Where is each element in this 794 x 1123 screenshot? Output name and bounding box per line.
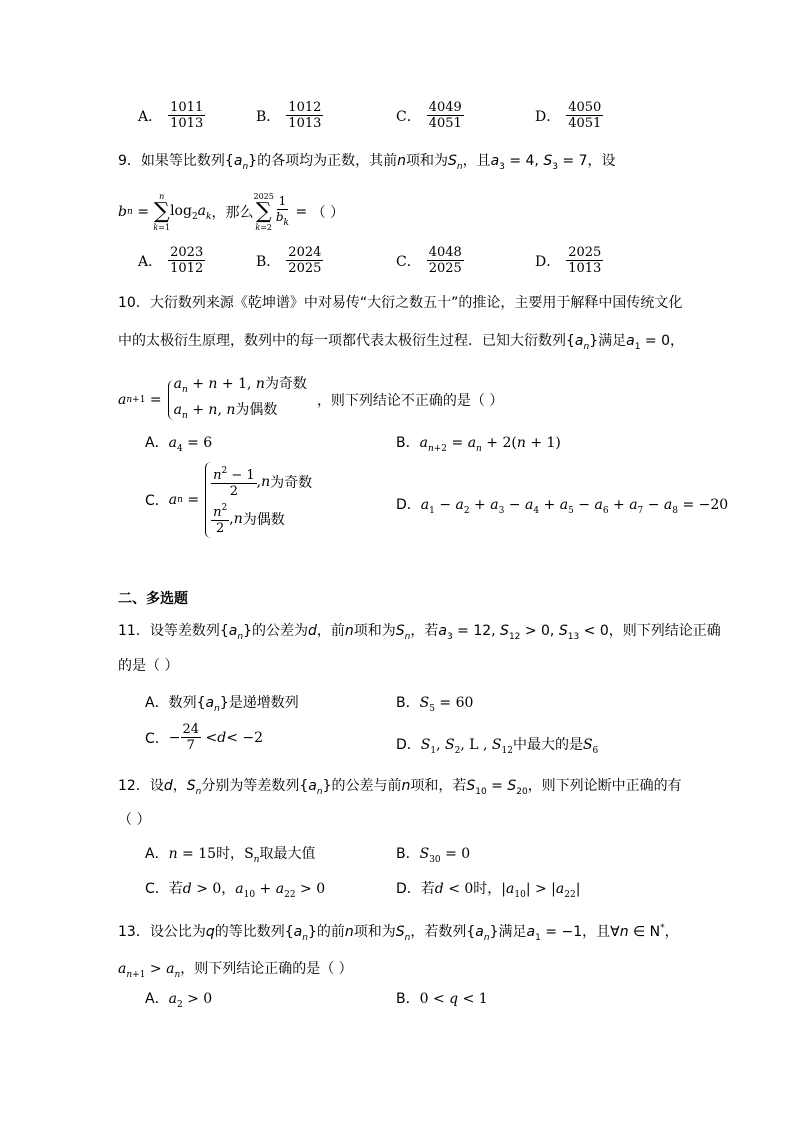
sum-symbol: 2025 ∑ k=2 bbox=[253, 192, 274, 232]
q8-option-c bbox=[396, 100, 464, 131]
option-fraction: $\frac{2023}{1012}$ bbox=[170, 245, 204, 276]
q10-recurrence: a n+1 = $a_n + n + 1$, n为奇数 $a_n + n$, n为偶数 ，则下列结论不正确的是（ ） bbox=[118, 376, 504, 421]
option-fraction: $\frac{4050}{4051}$ bbox=[568, 100, 602, 131]
option-label: A． bbox=[138, 108, 163, 125]
q13-option-a: A．$a_2 > 0$ bbox=[145, 991, 213, 1010]
q8-option-d bbox=[535, 100, 603, 131]
q13-stem-line2: $a_{n+1} > a_n$，则下列结论正确的是（ ） bbox=[118, 961, 353, 980]
option-fraction: $\frac{1011}{1013}$ bbox=[170, 100, 204, 131]
q9-option-b: B． $\frac{2024}{2025}$ bbox=[256, 245, 322, 276]
q11-option-a: A．数列$\{a_n\}$是递增数列 bbox=[145, 695, 299, 714]
q13-option-b: B．0 < q < 1 bbox=[396, 991, 488, 1007]
q11-option-c: C． − $\frac{24}{7}$ < d < −2 bbox=[145, 722, 264, 753]
q10-option-d: D．$a_1 - a_2 + a_3 - a_4 + a_5 - a_6 + a_7 - a_8 = -20$ bbox=[396, 497, 729, 516]
q9-option-c: C． $\frac{4048}{2025}$ bbox=[396, 245, 462, 276]
option-label: B． bbox=[256, 108, 281, 125]
option-fraction: $\frac{4049}{4051}$ bbox=[428, 100, 462, 131]
q12-option-a: A．n = 15时，$S_n$取最大值 bbox=[145, 846, 316, 865]
q12-stem-line2: （ ） bbox=[118, 812, 151, 828]
option-fraction: $\frac{4048}{2025}$ bbox=[428, 245, 462, 276]
q12-option-b: B．$S_{30} = 0$ bbox=[396, 846, 471, 865]
q11-option-d: D．$S_1$, $S_2$, L , $S_{12}$中最大的是$S_6$ bbox=[396, 737, 599, 756]
q10-option-b: B．$a_{n+2} = a_n + 2(n + 1)$ bbox=[396, 435, 561, 454]
q10-stem-line1: 10．大衍数列来源《乾坤谱》中对易传“大衍之数五十”的推论，主要用于解释中国传统文化 bbox=[118, 295, 683, 311]
option-fraction: $\frac{1012}{1013}$ bbox=[288, 100, 322, 131]
q8-option-b bbox=[256, 100, 323, 131]
q11-option-b: B．$S_5 = 60$ bbox=[396, 695, 474, 714]
q9-stem-line2: b n = n ∑ k=1 $\log_2a_k$ ，那么 2025 ∑ k=2 $\frac{1}{b_k}$ = （ ） bbox=[118, 192, 345, 232]
q11-stem-line2: 的是（ ） bbox=[118, 658, 179, 674]
q13-stem-line1: 13．设公比为q的等比数列$\{a_n\}$的前n项和为$S_n$，若数列$\{a_n\}$满足$a_1 = -1$，且∀n ∈ N*， bbox=[118, 923, 679, 943]
q8-option-a bbox=[138, 100, 205, 131]
q12-option-c: C．若d > 0，$a_{10} + a_{22} > 0$ bbox=[145, 881, 326, 900]
q10-option-c: C． a n = $\frac{n^2 - 1}{2}$ , n 为奇数 $\frac{n^2}{2}$ , n 为偶数 bbox=[145, 462, 312, 538]
q11-stem-line1: 11．设等差数列$\{a_n\}$的公差为d，前n项和为$S_n$，若$a_3 = 12$, $S_{12} > 0$, $S_{13} < 0$，则下列结论正确 bbox=[118, 623, 721, 642]
option-label: C． bbox=[396, 108, 421, 125]
option-fraction: $\frac{2024}{2025}$ bbox=[288, 245, 322, 276]
q9-stem-line1: 9．如果等比数列$\{a_n\}$的各项均为正数，其前n项和为$S_n$，且$a_3 = 4$, $S_3 = 7$，设 bbox=[118, 153, 616, 172]
section-title: 二、多选题 bbox=[118, 591, 188, 607]
option-label: D． bbox=[535, 108, 561, 125]
q10-option-a: A．$a_4 = 6$ bbox=[145, 435, 213, 454]
q12-option-d: D．若d < 0时，$|a_{10}| > |a_{22}|$ bbox=[396, 881, 581, 900]
q12-stem-line1: 12．设d，$S_n$分别为等差数列$\{a_n\}$的公差与前n项和，若$S_{10} = S_{20}$，则下列论断中正确的有 bbox=[118, 778, 682, 797]
q9-option-d: D． $\frac{2025}{1013}$ bbox=[535, 245, 602, 276]
option-fraction: $\frac{2025}{1013}$ bbox=[568, 245, 602, 276]
sum-symbol: n ∑ k=1 bbox=[153, 192, 171, 232]
q9-option-a: A． $\frac{2023}{1012}$ bbox=[138, 245, 204, 276]
q10-stem-line2: 中的太极衍生原理，数列中的每一项都代表太极衍生过程．已知大衍数列$\{a_n\}$满足$a_1 = 0$， bbox=[118, 333, 685, 352]
